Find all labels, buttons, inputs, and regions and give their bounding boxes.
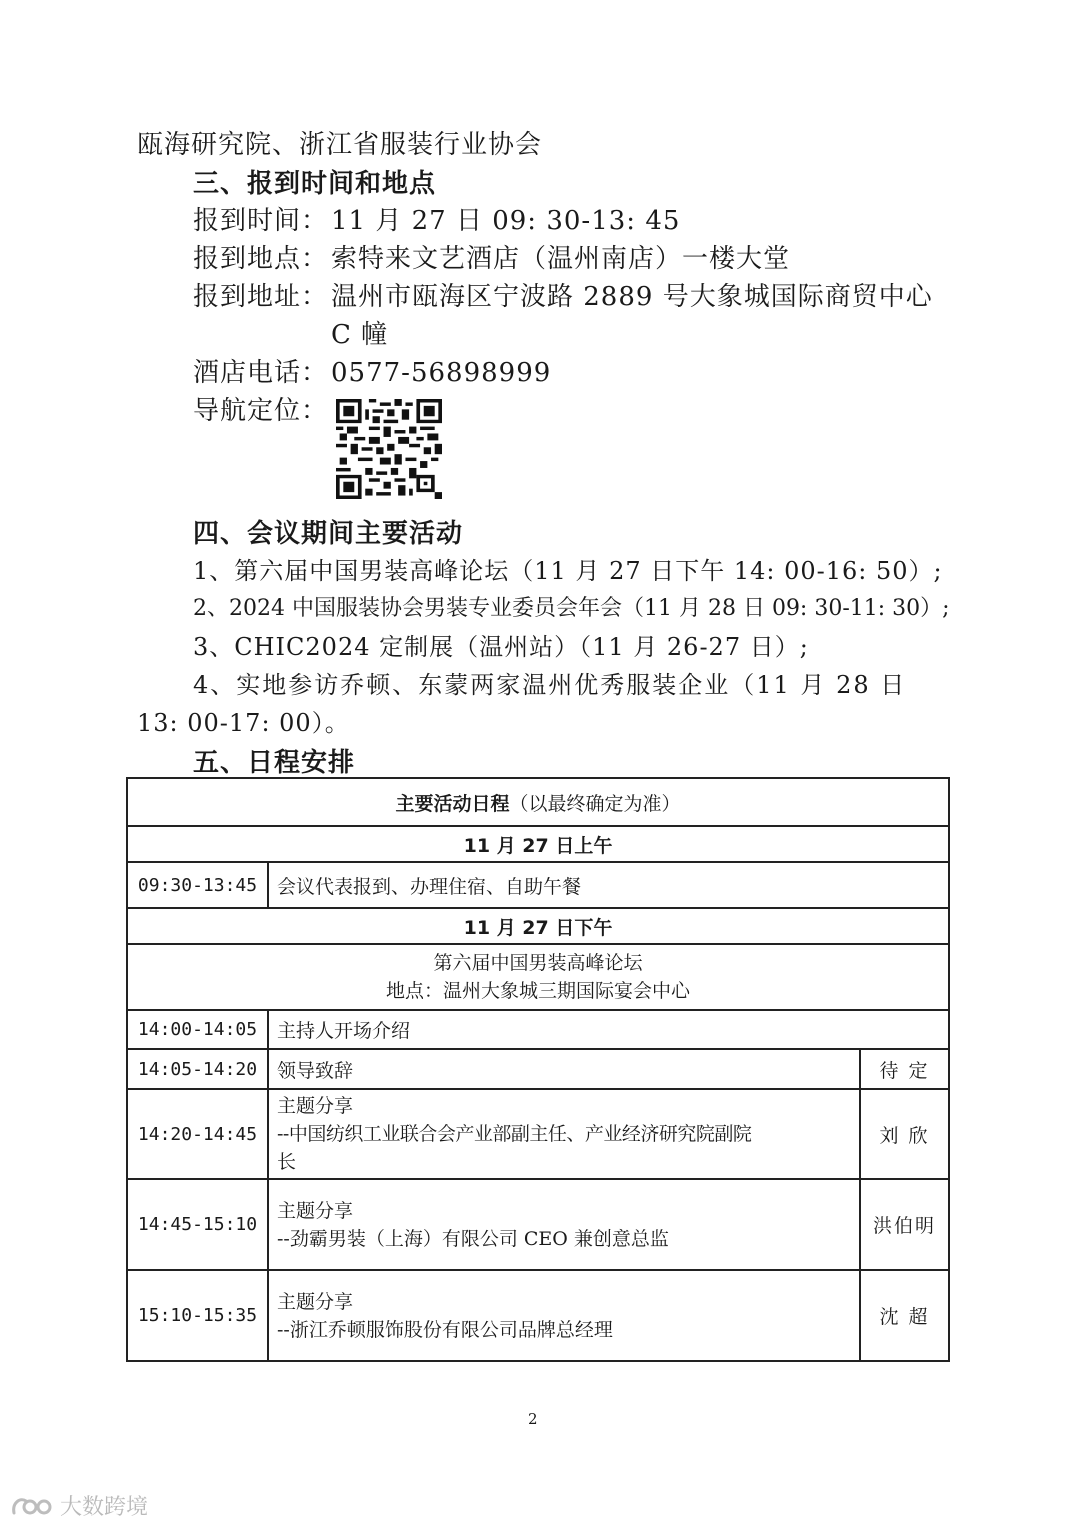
row-desc bbox=[268, 1179, 860, 1270]
forum-row bbox=[127, 944, 949, 1010]
pm-header: 11 月 27 日下午 bbox=[127, 908, 949, 944]
checkin-address-value: 温州市瓯海区宁波路 2889 号大象城国际商贸中心 bbox=[331, 282, 933, 312]
checkin-address-label: 报到地址： bbox=[193, 282, 329, 312]
row-desc-line2: --中国纺织工业联合会产业部副主任、产业经济研究院副院 bbox=[277, 1123, 752, 1145]
intro-line: 瓯海研究院、浙江省服装行业协会 bbox=[137, 130, 543, 160]
row-time: 14:20-14:45 bbox=[127, 1089, 268, 1179]
row-time: 14:00-14:05 bbox=[127, 1010, 268, 1049]
watermark bbox=[10, 1490, 148, 1521]
activity-item-2: 2、2024 中国服装协会男装专业委员会年会（11 月 28 日 09: 30-11: 30）; bbox=[193, 596, 950, 621]
pm-header-row bbox=[127, 908, 949, 944]
row-desc-line3: 长 bbox=[277, 1151, 297, 1173]
qr-code-icon[interactable] bbox=[336, 399, 442, 499]
table-row bbox=[127, 1179, 949, 1270]
row-desc: 主持人开场介绍 bbox=[268, 1010, 949, 1049]
checkin-time-value: 11 月 27 日 09: 30-13: 45 bbox=[331, 206, 681, 236]
activity-item-1: 1、第六届中国男装高峰论坛（11 月 27 日下午 14: 00-16: 50）; bbox=[193, 557, 943, 585]
table-row bbox=[127, 862, 949, 908]
table-title bbox=[127, 778, 949, 826]
row-desc-line2: --浙江乔顿服饰股份有限公司品牌总经理 bbox=[277, 1318, 613, 1341]
page-number: 2 bbox=[528, 1410, 538, 1428]
activity-item-4-cont: 13: 00-17: 00）。 bbox=[137, 709, 350, 737]
row-time: 14:45-15:10 bbox=[127, 1179, 268, 1270]
table-row bbox=[127, 1089, 949, 1179]
row-desc: 领导致辞 bbox=[268, 1049, 860, 1089]
activity-item-3: 3、CHIC2024 定制展（温州站）（11 月 26-27 日）; bbox=[193, 633, 809, 661]
table-row bbox=[127, 1270, 949, 1361]
navigation-label: 导航定位： bbox=[193, 396, 329, 426]
am-header-row bbox=[127, 826, 949, 862]
row-desc bbox=[268, 1089, 860, 1179]
checkin-address bbox=[193, 279, 933, 315]
row-speaker: 沈 超 bbox=[860, 1270, 949, 1361]
watermark-logo-icon bbox=[10, 1493, 54, 1519]
checkin-address-cont: C 幢 bbox=[331, 320, 389, 350]
row-time: 14:05-14:20 bbox=[127, 1049, 268, 1089]
checkin-time bbox=[193, 203, 680, 239]
table-title-main: 主要活动日程 bbox=[395, 792, 510, 815]
row-desc-line1: 主题分享 bbox=[277, 1290, 354, 1313]
checkin-time-label: 报到时间： bbox=[193, 206, 329, 236]
row-desc-line2: --劲霸男装（上海）有限公司 CEO 兼创意总监 bbox=[277, 1227, 669, 1250]
forum-info bbox=[127, 944, 949, 1010]
hotel-phone-value: 0577-56898999 bbox=[331, 358, 552, 388]
forum-name: 第六届中国男装高峰论坛 bbox=[433, 952, 643, 974]
row-speaker: 洪伯明 bbox=[860, 1179, 949, 1270]
hotel-phone bbox=[193, 355, 551, 391]
row-time: 15:10-15:35 bbox=[127, 1270, 268, 1361]
table-title-note: （以最终确定为准） bbox=[509, 792, 681, 815]
section5-heading: 五、日程安排 bbox=[193, 748, 356, 778]
watermark-text: 大数跨境 bbox=[60, 1495, 149, 1520]
row-desc bbox=[268, 1270, 860, 1361]
checkin-place-label: 报到地点： bbox=[193, 244, 329, 274]
row-time: 09:30-13:45 bbox=[127, 862, 268, 908]
row-desc-line1: 主题分享 bbox=[277, 1199, 354, 1222]
row-speaker: 待 定 bbox=[860, 1049, 949, 1089]
section3-heading: 三、报到时间和地点 bbox=[193, 169, 437, 199]
table-row bbox=[127, 1049, 949, 1089]
table-row bbox=[127, 1010, 949, 1049]
activity-item-4: 4、实地参访乔顿、东蒙两家温州优秀服装企业（11 月 28 日 bbox=[193, 671, 907, 699]
schedule-table bbox=[126, 777, 950, 1362]
row-desc-line1: 主题分享 bbox=[277, 1095, 354, 1117]
checkin-place bbox=[193, 241, 790, 277]
row-speaker: 刘 欣 bbox=[860, 1089, 949, 1179]
section4-heading: 四、会议期间主要活动 bbox=[193, 519, 464, 549]
forum-place: 地点：温州大象城三期国际宴会中心 bbox=[386, 980, 691, 1002]
hotel-phone-label: 酒店电话： bbox=[193, 358, 329, 388]
am-header: 11 月 27 日上午 bbox=[127, 826, 949, 862]
table-title-row bbox=[127, 778, 949, 826]
row-desc: 会议代表报到、办理住宿、自助午餐 bbox=[268, 862, 949, 908]
checkin-place-value: 索特来文艺酒店（温州南店）一楼大堂 bbox=[331, 244, 791, 274]
